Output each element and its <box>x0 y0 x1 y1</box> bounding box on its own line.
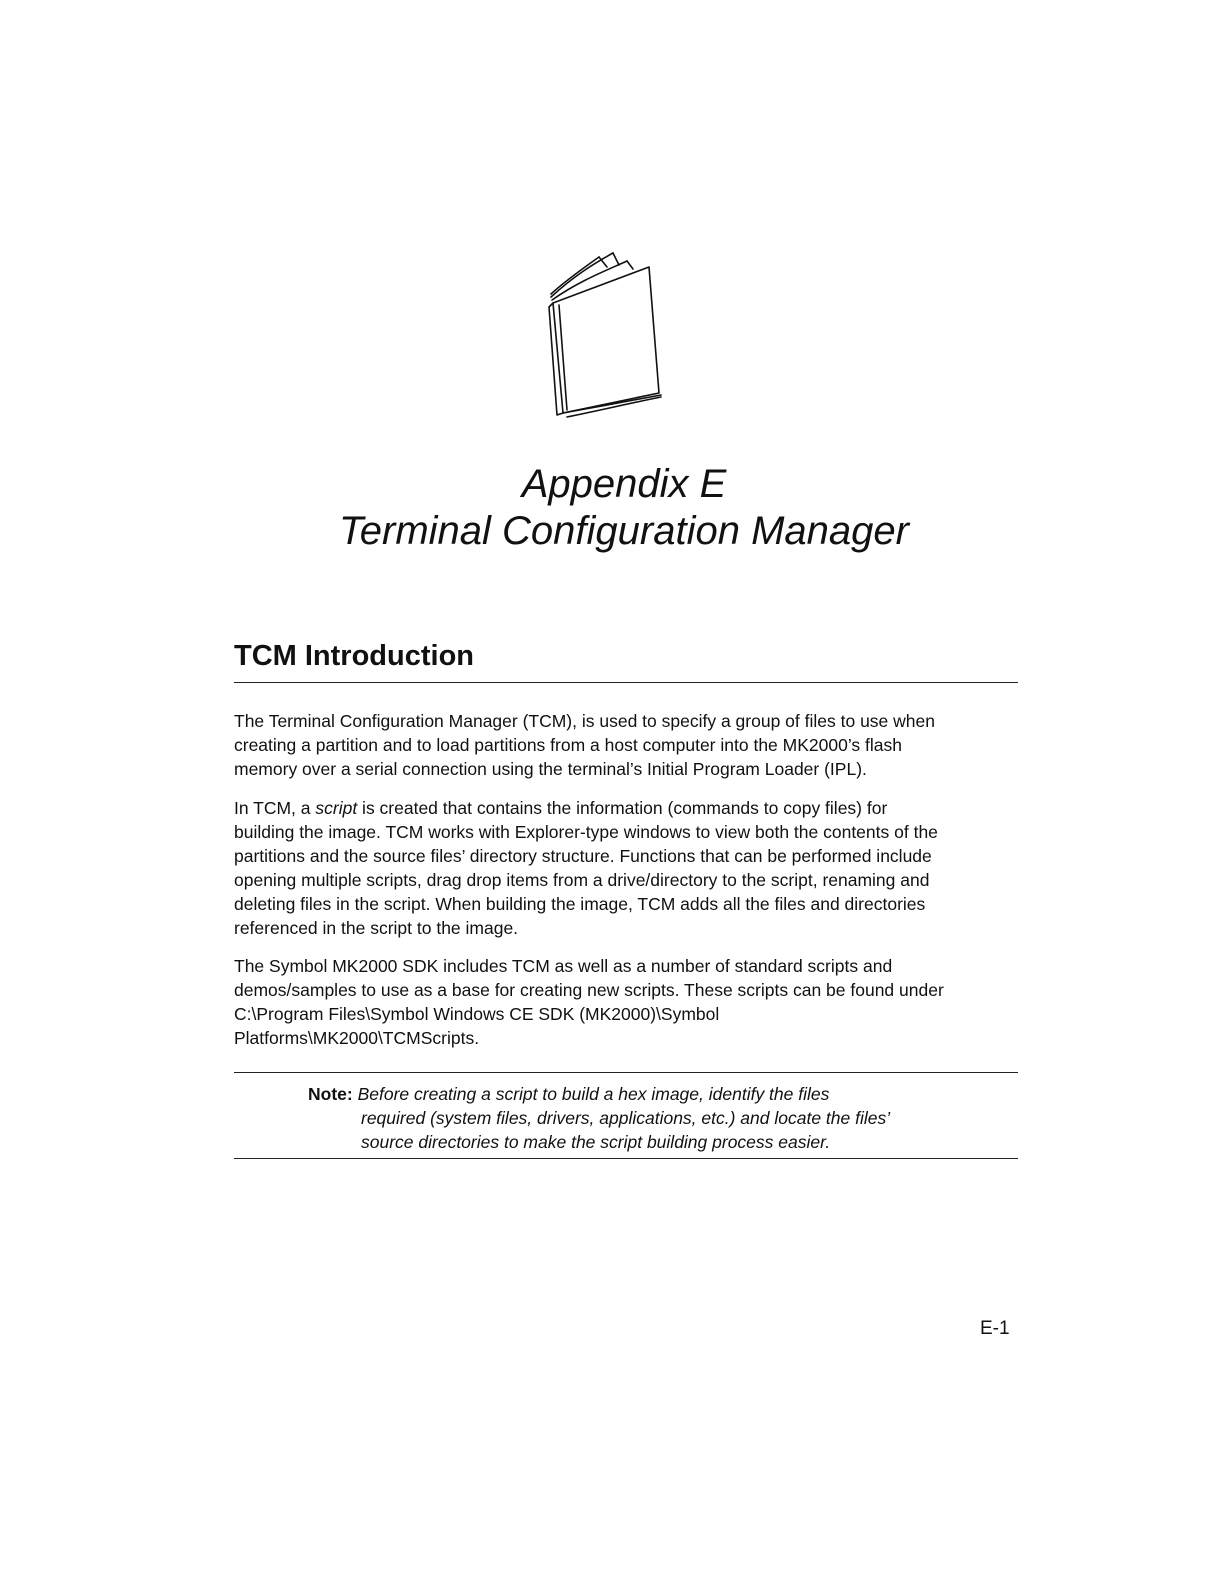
paragraph-script <box>234 796 1024 940</box>
note-text: Before creating a script to build a hex image, identify the files <box>352 1084 830 1104</box>
text-line: opening multiple scripts, drag drop items from a drive/directory to the script, renaming and <box>234 870 930 890</box>
text-line: referenced in the script to the image. <box>234 918 519 938</box>
text-line: deleting files in the script. When building the image, TCM adds all the files and directories <box>234 894 926 914</box>
text-line: The Terminal Configuration Manager (TCM), is used to specify a group of files to use when <box>234 711 935 731</box>
book-icon <box>535 245 675 430</box>
script-term: script <box>315 798 358 818</box>
text-line: Platforms\MK2000\TCMScripts. <box>234 1028 480 1048</box>
paragraph-intro <box>234 709 1024 781</box>
section-heading: TCM Introduction <box>234 640 475 672</box>
note-label: Note: <box>308 1084 353 1104</box>
note-top-rule <box>234 1072 1018 1073</box>
text-line: The Symbol MK2000 SDK includes TCM as well as a number of standard scripts and <box>234 956 893 976</box>
note-bottom-rule <box>234 1158 1018 1159</box>
note-block <box>308 1082 988 1154</box>
appendix-title: Appendix E <box>521 462 727 506</box>
note-text: required (system files, drivers, applications, etc.) and locate the files’ <box>361 1108 891 1128</box>
text-line: demos/samples to use as a base for creating new scripts. These scripts can be found under <box>234 980 944 1000</box>
page-number: E-1 <box>980 1318 1010 1339</box>
text-line: partitions and the source files’ directory structure. Functions that can be performed include <box>234 846 932 866</box>
paragraph-sdk <box>234 954 1024 1050</box>
note-text: source directories to make the script building process easier. <box>361 1132 831 1152</box>
text-line: C:\Program Files\Symbol Windows CE SDK (MK2000)\Symbol <box>234 1004 720 1024</box>
text-line: memory over a serial connection using the terminal’s Initial Program Loader (IPL). <box>234 759 867 779</box>
heading-rule <box>234 682 1018 683</box>
text-line: building the image. TCM works with Explorer-type windows to view both the contents of the <box>234 822 938 842</box>
text-line: creating a partition and to load partitions from a host computer into the MK2000’s flash <box>234 735 902 755</box>
appendix-subtitle: Terminal Configuration Manager <box>339 509 909 553</box>
text-line: In TCM, a script is created that contains the information (commands to copy files) for <box>234 798 888 818</box>
